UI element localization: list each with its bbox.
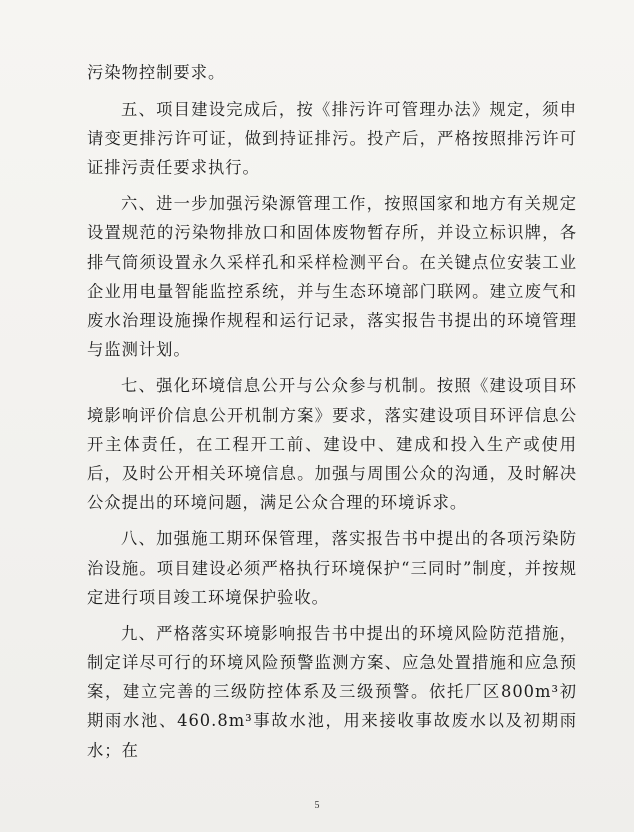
document-body — [87, 58, 577, 772]
page-number: 5 — [314, 800, 320, 811]
paragraph-item-6: 六、进一步加强污染源管理工作，按照国家和地方有关规定设置规范的污染物排放口和固体废物暂存所，并设立标识牌，各排气筒须设置永久采样孔和采样检测平台。在关键点位安装工业企业用电量智能监控系统，并与生态环境部门联网。建立废气和废水治理设施操作规程和运行记录，落实报告书提出的环境管理与监测计划。 — [87, 194, 577, 359]
paragraph-continuation: 污染物控制要求。 — [87, 63, 226, 82]
paragraph-item-5: 五、项目建设完成后，按《排污许可管理办法》规定，须申请变更排污许可证，做到持证排污。投产后，严格按照排污许可证排污责任要求执行。 — [87, 99, 577, 177]
paragraph-item-8: 八、加强施工期环保管理，落实报告书中提出的各项污染防治设施。项目建设必须严格执行环境保护“三同时”制度，并按规定进行项目竣工环境保护验收。 — [87, 529, 577, 607]
paragraph-item-7: 七、强化环境信息公开与公众参与机制。按照《建设项目环境影响评价信息公开机制方案》要求，落实建设项目环评信息公开主体责任，在工程开工前、建设中、建成和投入生产或使用后，及时公开相关环境信息。加强与周围公众的沟通，及时解决公众提出的环境问题，满足公众合理的环境诉求。 — [87, 376, 577, 512]
paragraph-item-9: 九、严格落实环境影响报告书中提出的环境风险防范措施，制定详尽可行的环境风险预警监测方案、应急处置措施和应急预案，建立完善的三级防控体系及三级预警。依托厂区800m³初期雨水池、460.8m³事故水池，用来接收事故废水以及初期雨水；在 — [87, 624, 577, 760]
